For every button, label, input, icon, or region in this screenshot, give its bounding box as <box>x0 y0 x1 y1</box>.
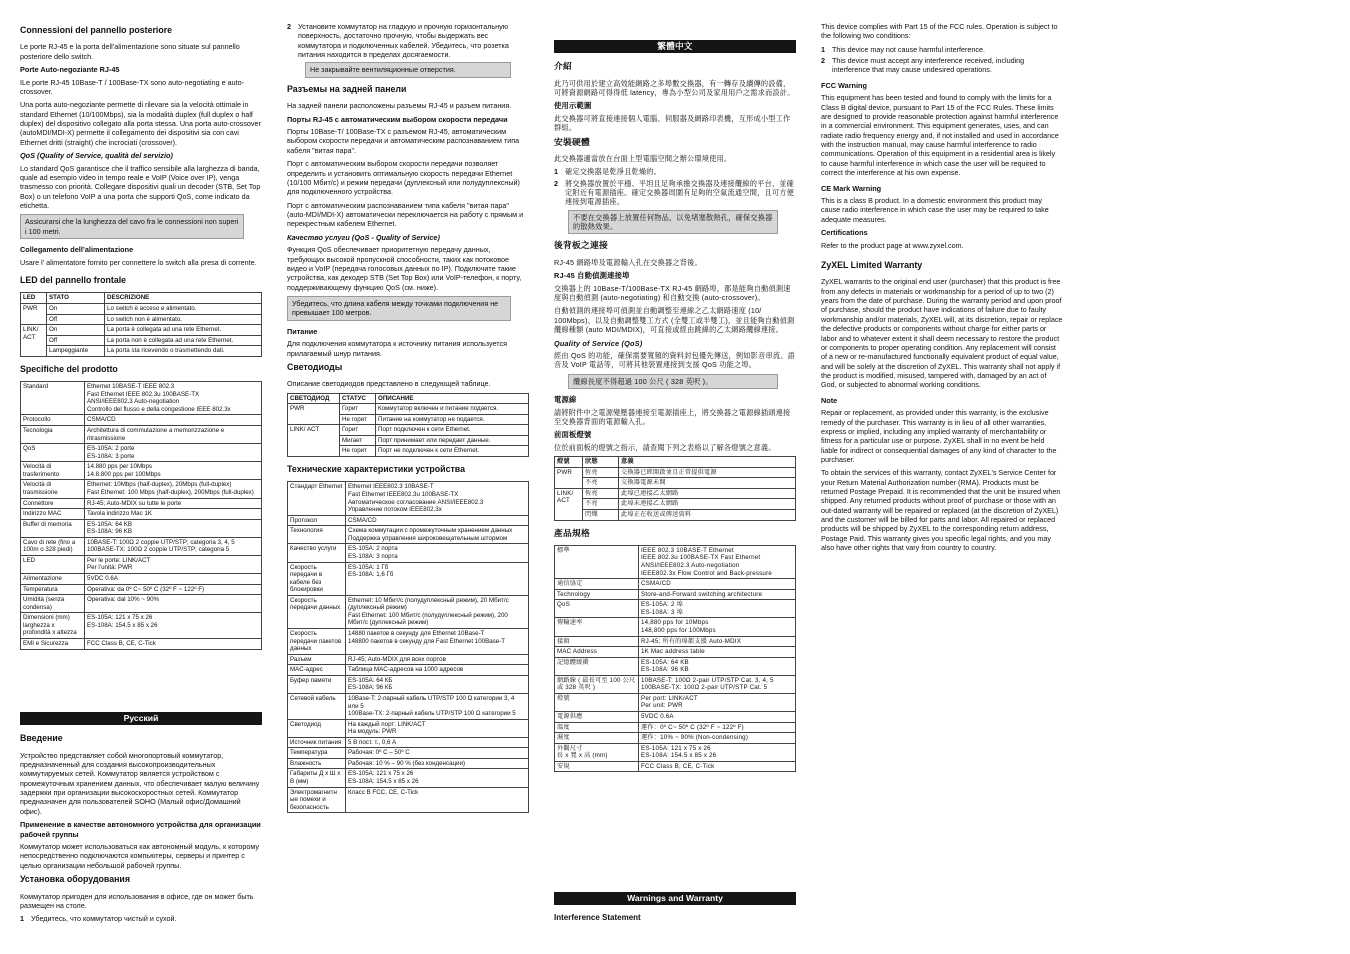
paragraph: 此交換器適當放在台面上型電腦空間之辦公環境使用。 <box>554 153 732 163</box>
spec-value: ES-105A: 2 порта ES-108A: 3 порта <box>346 544 529 562</box>
table-row <box>21 574 262 585</box>
table-cell: 此埠已連接乙太網路 <box>619 488 796 499</box>
table-cell: 交換器電源未開 <box>619 478 796 489</box>
table-row <box>555 761 796 772</box>
table-row <box>21 509 262 520</box>
table-header: СВЕТОДИОД <box>288 393 340 404</box>
section-title: Светодиоды <box>287 361 343 372</box>
spec-value: Рабочая: 10 % – 90 % (без конденсации) <box>346 758 529 769</box>
subsection-title: 前面板燈號 <box>554 430 592 440</box>
spec-value: Tavola indirizzo Mac 1K <box>85 509 262 520</box>
spec-label: 標準 <box>555 545 639 578</box>
subsection-title: Применение в качестве автономного устройства для организации рабочей группы <box>20 820 261 839</box>
paragraph: 此乃可供用於建立高效能網路之多埠數交換器，有一轉存及續傳的設備，可將資源網路可得得低 latency，專為小型公司及家用用戶之需求而設計。 <box>554 78 795 97</box>
spec-label: Протокол <box>288 515 346 526</box>
paragraph: 此交換器可將直接連接個人電腦、伺服器及網路印表機，互形成小型工作群組。 <box>554 113 791 133</box>
spec-label: Температура <box>288 748 346 759</box>
section-title: Установка оборудования <box>20 874 130 885</box>
spec-label: Alimentazione <box>21 574 85 585</box>
paragraph: Порт с автоматическим выбором скорости передачи позволяет определить и установить оптимальную скорость передачи Ethernet (10/100 Мбит/с) и режим передачи (дуплексный или полудуплексный) для подключенного устройства. <box>287 159 520 197</box>
paragraph: Usare l’ alimentatore fornito per connettere lo switch alla presa di corrente. <box>20 257 257 267</box>
spec-label: Velocità di trasmissione <box>21 480 85 498</box>
list-item: 1 This device may not cause harmful interference. <box>821 44 986 54</box>
step-text: Убедитесь, что коммутатор чистый и сухой. <box>31 914 177 924</box>
table-cell: La porta sta ricevendo o trasmettendo dati. <box>105 346 262 357</box>
steps-list <box>554 167 796 206</box>
condition-text: This device may not cause harmful interference. <box>832 44 986 54</box>
spec-label: Скорость передачи пакетов данных <box>288 629 346 655</box>
spec-value: ES-105A: 121 x 75 x 26 ES-108A: 154.5 x 85 x 26 <box>346 769 529 787</box>
table-header: 狀態 <box>583 457 619 468</box>
spec-value: Architettura di commutazione a memorizzazione e ritrasmissione <box>85 426 262 444</box>
spec-value: 14.880 pps per 10Mbps 14.8.800 pps per 100Mbps <box>85 462 262 480</box>
table-row <box>288 654 529 665</box>
section-title: Введение <box>20 733 63 744</box>
table-header: 燈號 <box>555 457 583 468</box>
spec-value: 10BASE-T: 100Ω 2 coppie UTP/STP; categoria 3, 4, 5 100BASE-TX: 100Ω 2 coppie UTP/STP; categoria 5 <box>85 537 262 555</box>
spec-value: Класс B FCC, CE, C-Tick <box>346 787 529 813</box>
table-cell: Lo switch è acceso e alimentato. <box>105 303 262 314</box>
table-header: STATO <box>47 293 105 304</box>
table-cell: Порт подключен к сети Ethernet. <box>376 425 529 436</box>
condition-text: This device must accept any interference received, including interference that may cause undesired operations. <box>832 56 1025 75</box>
table-cell: Не горит <box>340 414 376 425</box>
spec-value: ES-105A: 64 KB ES-108A: 96 KB <box>639 657 796 675</box>
subsection-title: Interference Statement <box>554 913 641 923</box>
table-cell: 閃爍 <box>583 509 619 520</box>
table-row <box>555 636 796 647</box>
paragraph: Для подключения коммутатора к источнику питания используется прилагаемый шнур питания. <box>287 339 507 358</box>
paragraph: Порт с автоматическим распознаванием типа кабеля "витая пара" (auto-MDI/MDI-X) автоматически переключается на работу с прямым и перекрестным кабелем Ethernet. <box>287 200 524 229</box>
spec-value: Схема коммутации с промежуточным хранением данных Поддержка управления широковещательным штормом <box>346 526 529 544</box>
table-row <box>288 544 529 562</box>
spec-value: CSMA/CD <box>85 415 262 426</box>
table-row <box>555 712 796 723</box>
subsection-title: Note <box>821 395 838 405</box>
table-cell: 恆亮 <box>583 488 619 499</box>
table-row <box>21 415 262 426</box>
spec-value: ES-105A: 64 KB ES-108A: 96 KB <box>85 519 262 537</box>
table-cell: Порт не подключен к сети Ethernet. <box>376 446 529 457</box>
table-cell: 不亮 <box>583 478 619 489</box>
table-cell: Off <box>47 335 105 346</box>
steps-list <box>20 914 262 923</box>
spec-value: Ethernet: 10 Мбит/с (полудуплексный режим), 20 Мбит/с (дуплексный режим) Fast Ethernet: 100 Мбит/с (полудуплексный режим), 200 Мбит/с (дуплексный режим) <box>346 595 529 628</box>
table-cell: On <box>47 325 105 336</box>
subsection-title: Collegamento dell’alimentazione <box>20 245 134 255</box>
table-row <box>555 589 796 600</box>
table-row <box>288 562 529 595</box>
step-text: 將交換器放置於平穩、平坦且足夠承擔交換器及連接纜線的平台，並確定附近有電源插座。確定交換器周圍有足夠的空氣流通空間，且可方便連接到電源插座。 <box>565 178 795 207</box>
spec-value: Ethernet 10BASE-T IEEE 802.3 Fast Ethernet IEEE 802.3u 100BASE-TX ANSI/IEEE802.3 Auto-negotiation Controllo del flusso e della congestione IEEE 802.3x <box>85 382 262 415</box>
note-box: 纜線長度不得超過 100 公尺 ( 328 英呎 )。 <box>568 374 778 389</box>
table-row <box>21 584 262 595</box>
spec-value: FCC Class B, CE, C-Tick <box>85 638 262 649</box>
column-chinese <box>554 40 796 779</box>
subsection-title: 電源線 <box>554 395 577 405</box>
language-bar: 繁體中文 <box>554 40 796 53</box>
table-cell: Горит <box>340 425 376 436</box>
table-row <box>288 595 529 628</box>
table-row <box>21 444 262 462</box>
table-cell: On <box>47 303 105 314</box>
spec-value: 5 В пост. т., 0,6 А <box>346 737 529 748</box>
spec-label: 電源供應 <box>555 712 639 723</box>
spec-label: Светодиод <box>288 719 346 737</box>
language-bar: Warnings and Warranty <box>554 892 796 905</box>
paragraph: 位於前面板的燈號之指示，請查閱下列之表格以了解各燈號之意義。 <box>554 442 776 452</box>
table-row <box>288 665 529 676</box>
spec-label: Скорость передачи в кабеле без блокировки <box>288 562 346 595</box>
spec-label: Технология <box>288 526 346 544</box>
paragraph: Устройство представляет собой многопортовый коммутатор, предназначенный для создания высокопроизводительных коммутируемых сетей. Коммутатор является устройством с промежуточным хранением данных, что обеспечивает малую величину задержки при организации высокоскоростных сетей. Коммутатор предназначен для пользователей SOHO (Малый офис/Домашний офис). <box>20 750 260 816</box>
spec-value: 10Base-T: 2-парный кабель UTP/STP 100 Ω категории 3, 4 или 5 100Base-TX: 2-парный кабель UTP/STP 100 Ω категории 5 <box>346 693 529 719</box>
section-title: 介紹 <box>554 61 572 72</box>
spec-label: Tecnologia <box>21 426 85 444</box>
steps-list <box>287 22 529 59</box>
paragraph: Порты 10Base-T/ 100Base-TX с разъемом RJ-45, автоматическим выбором скорости передачи и автоматическим распознаванием типа кабеля "витая пара". <box>287 127 520 155</box>
spec-label: Разъем <box>288 654 346 665</box>
step-text: Установите коммутатор на гладкую и прочную горизонтальную поверхность, достаточно прочную, чтобы выдержать вес коммутатора и подключенных кабелей. Убедитесь, что розетка питания находится в пределах досягаемости. <box>298 22 509 60</box>
table-header: СТАТУС <box>340 393 376 404</box>
spec-value: ES-105A: 2 埠 ES-108A: 3 埠 <box>639 600 796 618</box>
led-table <box>554 456 796 520</box>
paragraph: На задней панели расположены разъемы RJ-45 и разъем питания. <box>287 101 512 111</box>
section-title: Технические характеристики устройства <box>287 464 465 475</box>
table-cell: Не горит <box>340 446 376 457</box>
section-title: Разъемы на задней панели <box>287 83 407 94</box>
column-english <box>821 22 1063 557</box>
section-title: 後背板之連接 <box>554 240 608 251</box>
paragraph: 交換器上的 10Base-T/100Base-TX RJ-45 網路埠，都是能夠自動偵測速度與自動偵測 (auto-negotiating) 和自動交換 (auto-crossover)。 <box>554 283 791 303</box>
table-cell: Мигает <box>340 435 376 446</box>
table-row <box>21 537 262 555</box>
spec-value: Operativa: da 0º C~ 50º C (32º F ~ 122º F) <box>85 584 262 595</box>
list-item: 2 將交換器放置於平穩、平坦且足夠承擔交換器及連接纜線的平台，並確定附近有電源插座。確定交換器周圍有足夠的空氣流通空間，且可方便連接到電源插座。 <box>554 178 795 207</box>
table-row <box>555 579 796 590</box>
paragraph: Коммутатор пригоден для использования в офисе, где он может быть размещен на столе. <box>20 891 254 910</box>
spec-label: 網路線 ( 最長可至 100 公尺或 328 英呎 ) <box>555 675 639 693</box>
column-russian-start <box>20 712 262 927</box>
spec-label: Protocollo <box>21 415 85 426</box>
spec-label: 傳輸速率 <box>555 618 639 636</box>
subsection-title: Certifications <box>821 228 868 238</box>
paragraph: Una porta auto-negoziante permette di rilevare sia la velocità ottimale in standard Ethernet (10/100Mbps), sia la modalità duplex (full duplex o half duplex) del dispositivo collegato alla porta stessa. Una porta auto-crossover (autoMDI/MDI-X) permette il collegamento dei dispositivi sia con cavi Ethernet dritti (straight) che incrociati (crossover). <box>20 100 261 147</box>
table-row <box>555 675 796 693</box>
spec-label: 外觀尺寸 長 x 寬 x 高 (mm) <box>555 743 639 761</box>
paragraph: Repair or replacement, as provided under this warranty, is the exclusive remedy of the purchaser. This warranty is in lieu of all other warranties, express or implied, including any implied warranty of merchantability or fitness for a particular use or purpose. ZyXEL shall in no event be held liable for indirect or consequential damages of any kind of character to the purchaser. <box>821 408 1057 464</box>
table-cell: Порт принимает или передает данные. <box>376 435 529 446</box>
spec-label: Dimensioni (mm) larghezza x profondità x altezza <box>21 613 85 639</box>
subsection-title: Качество услуги (QoS - Quality of Service) <box>287 232 440 242</box>
table-row <box>288 719 529 737</box>
table-row <box>555 722 796 733</box>
spec-value: 10BASE-T: 100Ω 2-pair UTP/STP Cat. 3, 4, 5 100BASE-TX: 100Ω 2-pair UTP/STP Cat. 5 <box>639 675 796 693</box>
table-row <box>555 693 796 711</box>
note-box: 不要在交換器上放置任何物品，以免堵塞散熱孔，確保交換器的散熱效果。 <box>568 210 778 235</box>
note-box: Убедитесь, что длина кабеля между точками подключения не превышает 100 метров. <box>287 296 511 321</box>
table-row <box>21 498 262 509</box>
column-english-start <box>554 892 796 927</box>
paragraph: Lo standard QoS garantisce che il traffico sensibile alla larghezza di banda, quale ad esempio video in tempo reale e VoIP (Voice over IP), venga trasmesso con priorità. Collegare dispositivi quali un decoder (STB, Set Top Box) o un telefono VoIP a una porta che supporti QoS, come indicato da etichetta. <box>20 163 261 211</box>
table-cell: Lo switch non è alimentato. <box>105 314 262 325</box>
table-row <box>555 545 796 578</box>
specs-table <box>554 545 796 773</box>
table-row <box>288 787 529 813</box>
table-header: ОПИСАНИЕ <box>376 393 529 404</box>
list-item: 2 This device must accept any interference received, including interference that may cause undesired operations. <box>821 56 1063 75</box>
spec-value: Store-and-Forward switching architecture <box>639 589 796 600</box>
specs-table <box>287 481 529 813</box>
spec-label: MAC-адрес <box>288 665 346 676</box>
spec-value: Рабочая: 0º C – 50º C <box>346 748 529 759</box>
subsection-title: Питание <box>287 326 318 336</box>
spec-label: Скорость передачи данных <box>288 595 346 628</box>
spec-value: FCC Class B, CE, C-Tick <box>639 761 796 772</box>
subsection-title: Quality of Service (QoS) <box>554 338 643 348</box>
table-row <box>555 743 796 761</box>
table-row <box>288 748 529 759</box>
spec-value: 5VDC 0.6A <box>85 574 262 585</box>
spec-value: 運作：0º C~ 50º C (32º F ~ 122º F) <box>639 722 796 733</box>
column-russian <box>287 22 529 820</box>
spec-label: Качество услуги <box>288 544 346 562</box>
table-row <box>21 382 262 415</box>
spec-label: Technology <box>555 589 639 600</box>
spec-value: Таблица MAC-адресов на 1000 адресов <box>346 665 529 676</box>
spec-label: MAC Address <box>555 647 639 658</box>
spec-label: 溫度 <box>555 722 639 733</box>
spec-value: IEEE 802.3 10BASE-T Ethernet IEEE 802.3u 100BASE-TX Fast Ethernet ANSI/IEEE802.3 Auto-negotiation IEEE802.3x Flow Control and Back-pressure <box>639 545 796 578</box>
spec-value: RJ-45; Auto-MDIX su tutte le porte <box>85 498 262 509</box>
specs-table <box>20 381 262 649</box>
note-box: Assicurarsi che la lunghezza del cavo fra le connessioni non superi i 100 metri. <box>20 214 244 239</box>
spec-value: RJ-45; Auto-MDIX для всех портов <box>346 654 529 665</box>
table-row <box>288 769 529 787</box>
spec-label: Standard <box>21 382 85 415</box>
spec-label: Cavo di rete (fino a 100m o 328 piedi) <box>21 537 85 555</box>
subsection-title: 使用示範圖 <box>554 101 592 111</box>
led-table <box>287 393 529 457</box>
spec-value: ES-105A: 121 x 75 x 26 ES-108A: 154.5 x 85 x 26 <box>85 613 262 639</box>
section-title: Connessioni del pannello posteriore <box>20 25 173 35</box>
spec-label: QoS <box>21 444 85 462</box>
table-cell: Питание на коммутатор не подается. <box>376 414 529 425</box>
spec-value: ES-105A: 64 КБ ES-108A: 96 КБ <box>346 675 529 693</box>
subsection-title: Порты RJ-45 с автоматическим выбором скорости передачи <box>287 114 508 124</box>
table-row <box>288 675 529 693</box>
paragraph: ZyXEL warrants to the original end user (purchaser) that this product is free from any defects in materials or workmanship for a period of up to two (2) years from the date of purchase. During the warranty period and upon proof of purchase, should the product have indications of failure due to faulty workmanship and/or materials, ZyXEL will, at its discretion, repair or replace the defective products or components without charge for either parts or labor and to whatever extent it shall deem necessary to restore the product or components to proper operating condition. Any replacement will consist of a new or re-manufactured functionally equivalent product of equal value, and will be solely at the discretion of ZyXEL. This warranty shall not apply if the product is modified, misused, tampered with, damaged by an act of God, or subjected to abnormal working conditions. <box>821 277 1063 390</box>
paragraph: Le porte RJ-45 e la porta dell’alimentazione sono situate sul pannello posteriore dello switch. <box>20 42 240 61</box>
subsection-title: Porte Auto-negoziante RJ-45 <box>20 65 120 75</box>
table-row <box>21 638 262 649</box>
subsection-title: RJ-45 自動偵測連接埠 <box>554 271 630 281</box>
spec-value: CSMA/CD <box>639 579 796 590</box>
spec-label: Влажность <box>288 758 346 769</box>
table-cell: 此埠正在收送或傳送資料 <box>619 509 796 520</box>
spec-value: 14880 пакетов в секунду для Ethernet 10Base-T 148800 пакетов в секунду для Fast Ethernet 100Base-T <box>346 629 529 655</box>
conditions-list <box>821 45 1063 75</box>
section-title: LED del pannello frontale <box>20 274 127 285</box>
column-italian <box>20 22 262 657</box>
table-row <box>555 657 796 675</box>
paragraph: Refer to the product page at www.zyxel.com. <box>821 240 964 250</box>
paragraph: Функция QoS обеспечивает приоритетную передачу данных, требующих высокой пропускной способности, таких как потоковое видео и VoIP (передача голосовых данных по IP). Подключите такие устройства, как декодер STB (Set Top Box) или VoIP-телефон, к порту, поддерживающему функцию QoS (см. ниже). <box>287 245 522 292</box>
table-row <box>21 480 262 498</box>
spec-label: 濕度 <box>555 733 639 744</box>
table-header: 意義 <box>619 457 796 468</box>
table-cell: La porta non è collegata ad una rete Ethernet. <box>105 335 262 346</box>
table-row <box>21 519 262 537</box>
spec-label: 通信協定 <box>555 579 639 590</box>
spec-label: Источник питания <box>288 737 346 748</box>
paragraph: Описание светодиодов представлено в следующей таблице. <box>287 379 491 389</box>
table-cell: Lampeggiante <box>47 346 105 357</box>
table-row <box>21 462 262 480</box>
spec-label: Connettore <box>21 498 85 509</box>
table-row <box>21 595 262 613</box>
spec-label: 安規 <box>555 761 639 772</box>
note-box: Не закрывайте вентиляционные отверстия. <box>305 62 511 77</box>
spec-label: QoS <box>555 600 639 618</box>
table-cell: La porta è collegata ad una rete Ethernet. <box>105 325 262 336</box>
table-row <box>21 555 262 573</box>
table-cell: Горит <box>340 404 376 415</box>
spec-label: Сетевой кабель <box>288 693 346 719</box>
spec-label: Umidità (senza condensa) <box>21 595 85 613</box>
paragraph: 自動偵測的連接埠可偵測並自動調整至連線之乙太網路速度 (10/ 100Mbps)、以及自動調整雙工方式 (全雙工或半雙工)，並且能夠自動偵測纜線種類 (auto MDI/MDIX)，可直接或經由跳線的乙太網路纜線連接。 <box>554 306 795 335</box>
table-cell: 恆亮 <box>583 467 619 478</box>
list-item: 2 Установите коммутатор на гладкую и прочную горизонтальную поверхность, достаточно прочную, чтобы выдержать вес коммутатора и подключенных кабелей. Убедитесь, что розетка питания находится в пределах досягаемости. <box>287 22 529 59</box>
spec-value: Operativa: dal 10% ~ 90% <box>85 595 262 613</box>
table-row <box>288 693 529 719</box>
spec-label: Буфер памяти <box>288 675 346 693</box>
spec-value: 運作：10% ~ 90% (Non-condensing) <box>639 733 796 744</box>
spec-label: Стандарт Ethernet <box>288 482 346 515</box>
spec-value: 1K Mac address table <box>639 647 796 658</box>
table-cell: PWR <box>21 303 47 324</box>
spec-value: RJ-45; 所有的埠都支援 Auto-MDIX <box>639 636 796 647</box>
table-row <box>288 629 529 655</box>
table-row <box>21 426 262 444</box>
table-header: DESCRIZIONE <box>105 293 262 304</box>
led-table <box>20 292 262 356</box>
spec-label: 記憶體緩衝 <box>555 657 639 675</box>
spec-value: Ethernet IEEE802.3 10BASE-T Fast Ethernet IEEE802.3u 100BASE-TX Автоматическое согласование ANSI/IEEE802.3 Управление потоком IEEE802.3x <box>346 482 529 515</box>
spec-value: Ethernet: 10Mbps (half-duplex), 20Mbps (full-duplex) Fast Ethernet: 100 Mbps (half-duplex), 200Mbps (full-duplex) <box>85 480 262 498</box>
paragraph: Коммутатор может использоваться как автономный модуль, к которому непосредственно подключаются компьютеры, серверы и принтер с целью организации небольшой рабочей группы. <box>20 842 260 870</box>
spec-label: Indirizzo MAC <box>21 509 85 520</box>
spec-value: ES-105A: 1 Гб ES-108A: 1,6 Гб <box>346 562 529 595</box>
table-row <box>288 526 529 544</box>
paragraph: 經由 QoS 的功能，確保需要寬頻的資料封包優先傳送，例如影音串流、語音及 VoIP 電話等，可將其他裝置連接到支援 QoS 功能之埠。 <box>554 351 796 370</box>
language-bar: Русский <box>20 712 262 725</box>
paragraph: This device complies with Part 15 of the FCC rules. Operation is subject to the following two conditions: <box>821 22 1058 41</box>
spec-label: EMI e Sicurezza <box>21 638 85 649</box>
table-row <box>288 482 529 515</box>
list-item: 1 Убедитесь, что коммутатор чистый и сухой. <box>20 914 177 924</box>
table-row <box>555 647 796 658</box>
spec-label: Velocità di trasferimento <box>21 462 85 480</box>
spec-value: ES-105A: 2 porte ES-108A: 3 porte <box>85 444 262 462</box>
spec-label: Габариты Д x Ш x В (мм) <box>288 769 346 787</box>
subsection-title: CE Mark Warning <box>821 183 882 193</box>
table-cell: LINK/ ACT <box>288 425 340 457</box>
spec-label: LED <box>21 555 85 573</box>
table-cell: PWR <box>555 467 583 488</box>
table-cell: 此埠未連接乙太網路 <box>619 499 796 510</box>
paragraph: This is a class B product. In a domestic environment this product may cause radio interference in which case the user may be required to take adequate measures. <box>821 196 1049 224</box>
table-row <box>555 618 796 636</box>
paragraph: ILe porte RJ-45 10Base-T / 100Base-TX sono auto-negotiating e auto-crossover. <box>20 77 245 96</box>
subsection-title: QoS (Quality of Service, qualità del servizio) <box>20 151 173 161</box>
spec-value: 14,880 pps for 10Mbps 148,800 pps for 100Mbps <box>639 618 796 636</box>
table-cell: LINK/ ACT <box>555 488 583 520</box>
table-cell: LINK/ ACT <box>21 325 47 357</box>
section-title: 安裝硬體 <box>554 136 590 147</box>
subsection-title: FCC Warning <box>821 80 867 90</box>
spec-value: Per le porte: LINK/ACT Per l’unità: PWR <box>85 555 262 573</box>
table-cell: Off <box>47 314 105 325</box>
table-row <box>21 613 262 639</box>
spec-value: 5VDC 0.6A <box>639 712 796 723</box>
spec-label: 接頭 <box>555 636 639 647</box>
step-text: 確定交換器是乾淨且乾燥的。 <box>565 167 662 177</box>
table-row <box>288 758 529 769</box>
table-header: LED <box>21 293 47 304</box>
paragraph: This equipment has been tested and found to comply with the limits for a Class B digital device, pursuant to Part 15 of the FCC Rules. These limits are designed to provide reasonable protection against harmful interference in a commercial environment. This equipment generates, uses, and can radiate radio frequency energy and, if not installed and used in accordance with the instruction manual, may cause harmful interference to radio communications. Operation of this equipment in a residential area is likely to cause harmful interference in which case the user will be required to correct the interference at his own expense. <box>821 93 1059 178</box>
list-item: 1 確定交換器是乾淨且乾燥的。 <box>554 167 662 177</box>
spec-value: Per port: LINK/ACT Per unit: PWR <box>639 693 796 711</box>
paragraph: To obtain the services of this warranty, contact ZyXEL's Service Center for your Return Material Authorization number (RMA). Products must be returned Postage Prepaid. It is recommended that the unit be insured when shipped. Any returned products without proof of purchase or those with an out-dated warranty will be repaired or replaced (at the discretion of ZyXEL) and the customer will be billed for parts and labor. All repaired or replaced products will be shipped by ZyXEL to the corresponding return address, Postage Paid. This warranty gives you specific legal rights, and you may also have other rights that vary from country to country. <box>821 468 1061 553</box>
spec-value: ES-105A: 121 x 75 x 26 ES-108A: 154.5 x 85 x 26 <box>639 743 796 761</box>
section-title: Specifiche del prodotto <box>20 363 118 374</box>
table-row <box>288 737 529 748</box>
table-cell: Коммутатор включен и питание подается. <box>376 404 529 415</box>
table-cell: 交換器已經開啟並且正常提供電源 <box>619 467 796 478</box>
table-row <box>555 600 796 618</box>
paragraph: RJ-45 網路埠及電源輸入孔在交換器之背後。 <box>554 257 702 267</box>
spec-label: Buffer di memoria <box>21 519 85 537</box>
table-row <box>288 515 529 526</box>
section-title: ZyXEL Limited Warranty <box>821 259 923 270</box>
table-row <box>555 733 796 744</box>
table-cell: PWR <box>288 404 340 425</box>
paragraph: 請將附件中之電源變壓器連接至電源插座上，將交換器之電源線插頭連接至交換器背面的電源輸入孔。 <box>554 407 791 426</box>
spec-value: На каждый порт: LINK/ACT На модуль: PWR <box>346 719 529 737</box>
spec-label: 燈號 <box>555 693 639 711</box>
section-title: 產品規格 <box>554 527 590 538</box>
spec-label: Temperatura <box>21 584 85 595</box>
table-cell: 不亮 <box>583 499 619 510</box>
spec-value: CSMA/CD <box>346 515 529 526</box>
spec-label: Электромагнитн ые помехи и безопасность <box>288 787 346 813</box>
